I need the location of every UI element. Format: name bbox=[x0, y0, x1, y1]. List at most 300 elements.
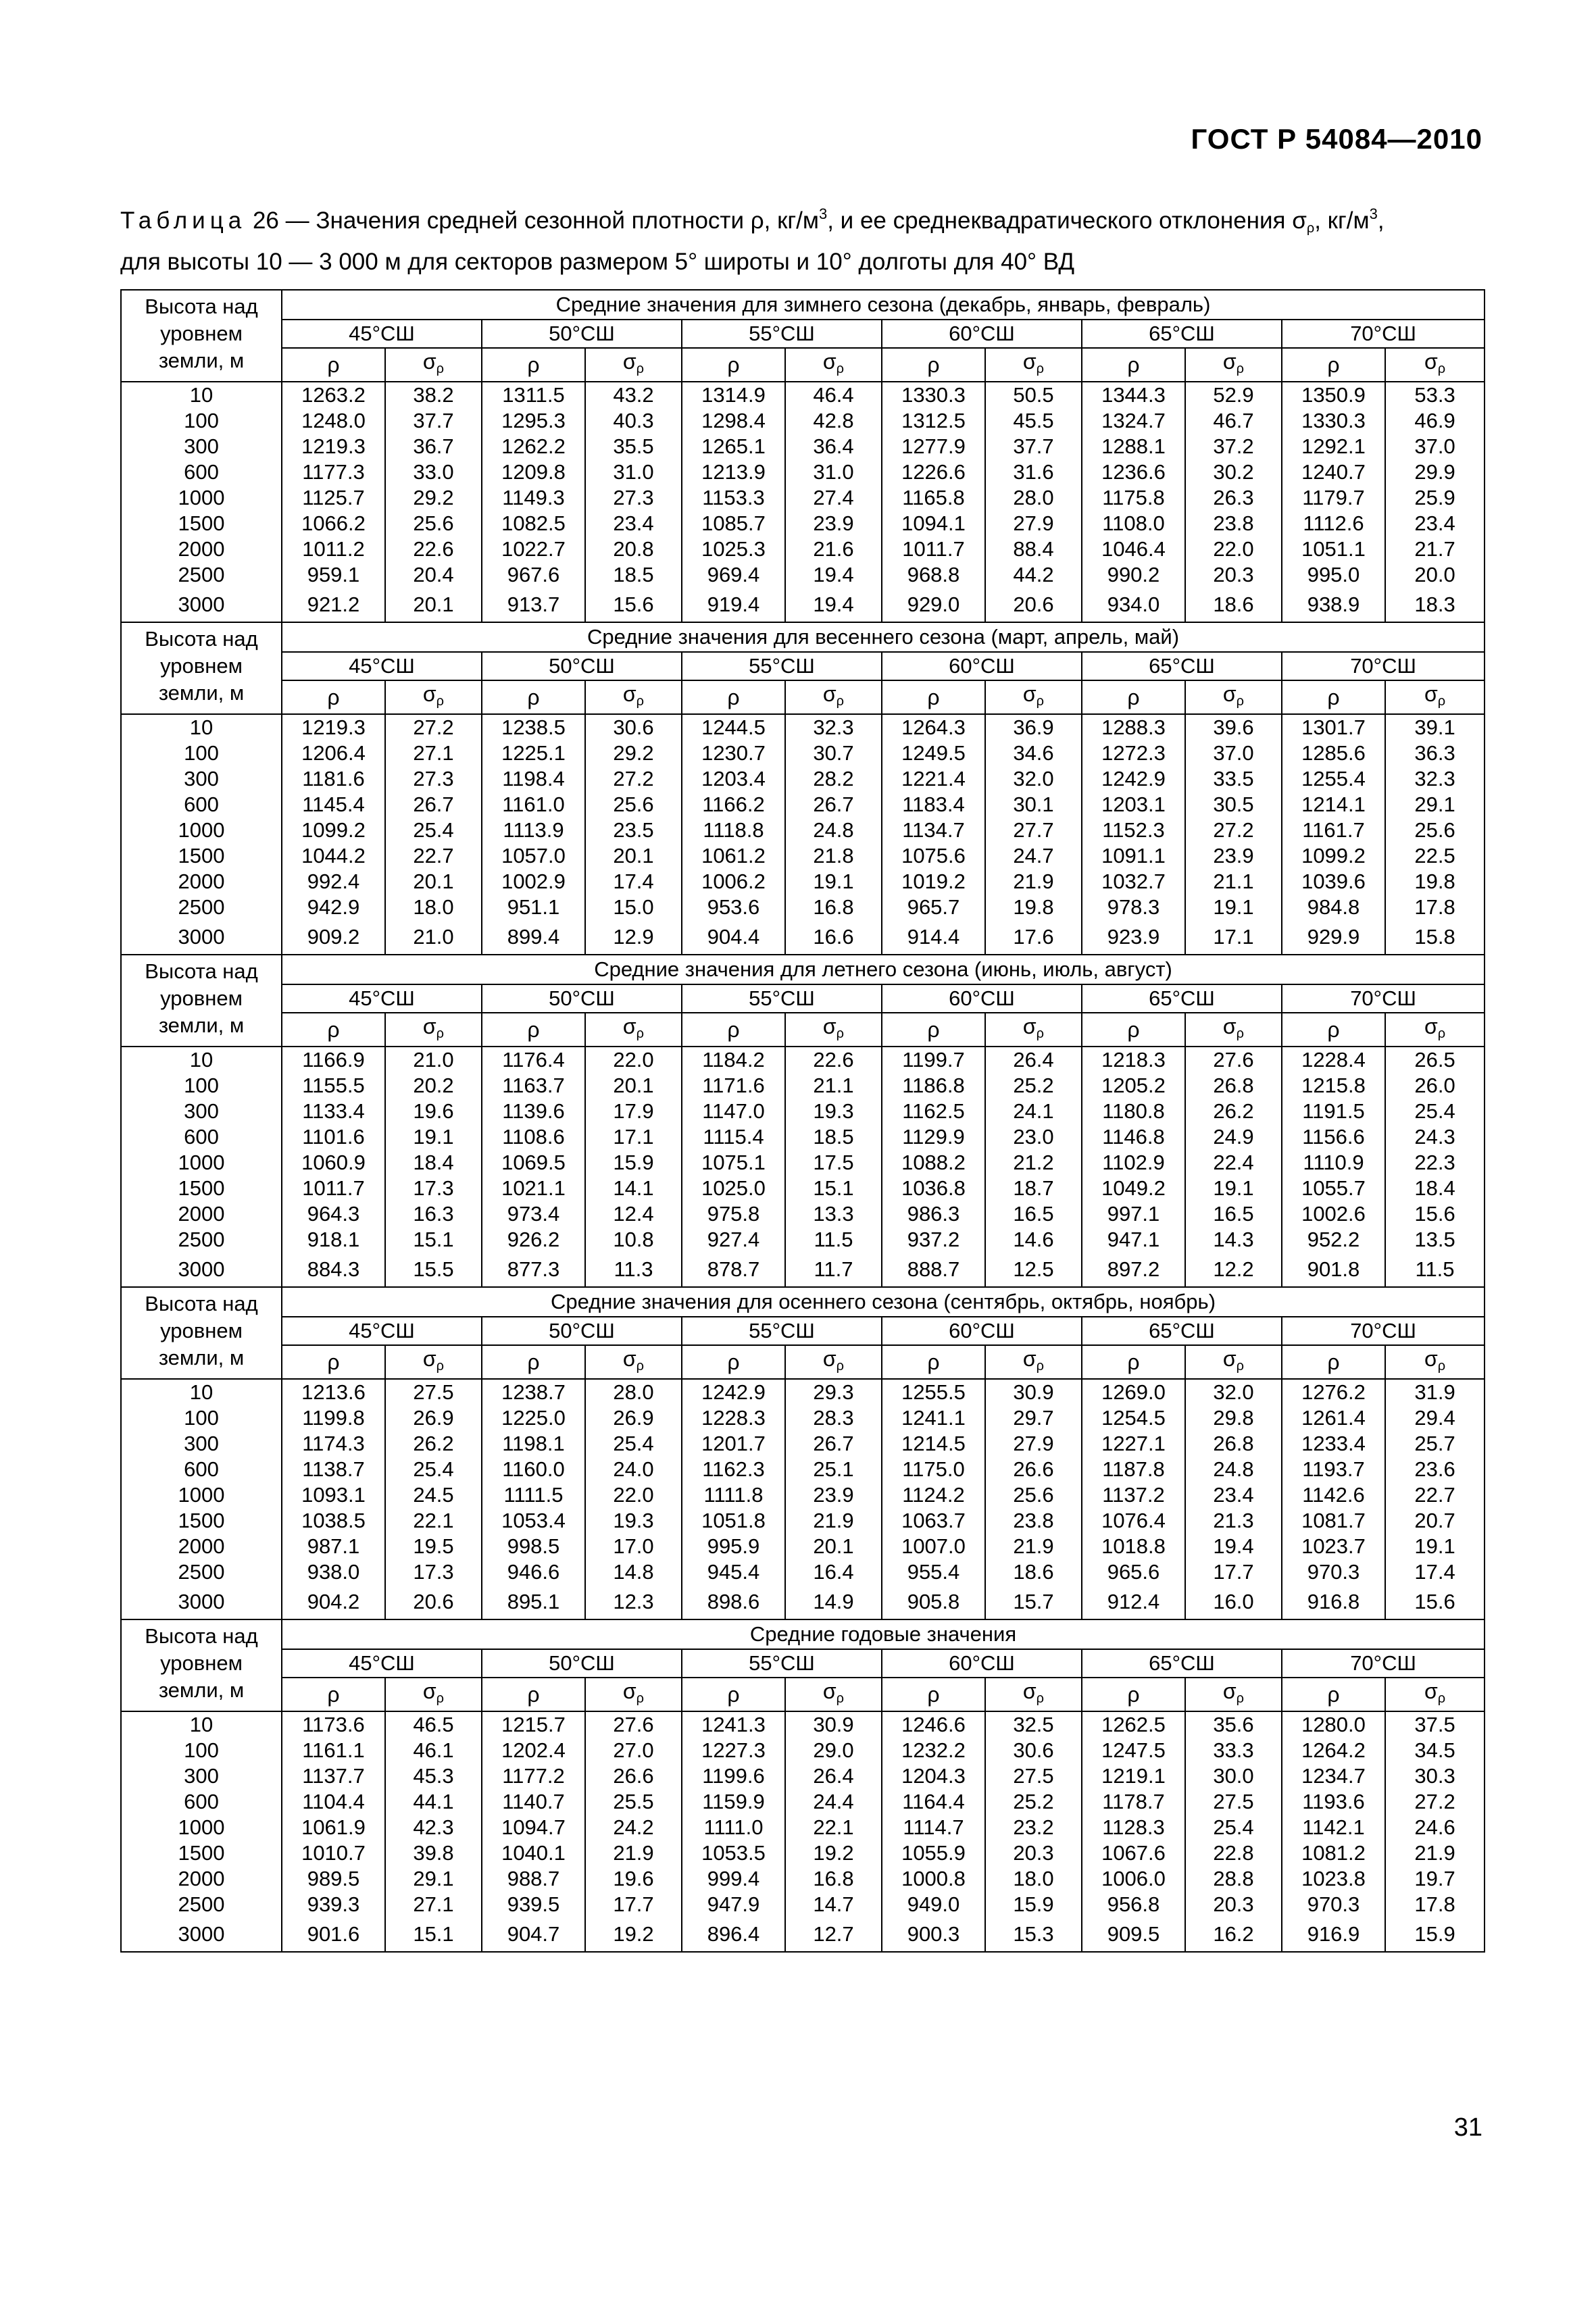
sigma-symbol-cell bbox=[385, 1013, 482, 1047]
density-value: 1163.7 bbox=[482, 1073, 585, 1099]
sigma-symbol-cell bbox=[1385, 1345, 1485, 1379]
deviation-value: 20.3 bbox=[1185, 1892, 1282, 1917]
density-value: 1069.5 bbox=[482, 1150, 585, 1176]
deviation-value: 14.6 bbox=[985, 1227, 1082, 1253]
height-value: 300 bbox=[121, 1431, 282, 1457]
density-value: 1226.6 bbox=[882, 459, 985, 485]
density-value: 1036.8 bbox=[882, 1176, 985, 1201]
table-row bbox=[121, 562, 1485, 588]
density-value: 904.7 bbox=[482, 1917, 585, 1952]
deviation-value: 19.3 bbox=[785, 1099, 882, 1124]
season-title: Средние значения для весеннего сезона (март, апрель, май) bbox=[282, 622, 1485, 652]
deviation-value: 19.4 bbox=[785, 562, 882, 588]
sigma-symbol-cell bbox=[785, 1013, 882, 1047]
sigma-symbol-cell bbox=[985, 680, 1082, 714]
density-value: 1233.4 bbox=[1282, 1431, 1385, 1457]
density-value: 1171.6 bbox=[682, 1073, 785, 1099]
sigma-symbol-cell bbox=[1385, 680, 1485, 714]
table-row bbox=[121, 869, 1485, 895]
sigma-symbol: σ bbox=[422, 349, 437, 374]
table-row bbox=[121, 740, 1485, 766]
density-value: 969.4 bbox=[682, 562, 785, 588]
density-value: 986.3 bbox=[882, 1201, 985, 1227]
density-value: 1161.0 bbox=[482, 792, 585, 818]
latitude-header: 60°СШ bbox=[882, 652, 1082, 680]
sigma-subscript: ρ bbox=[636, 693, 645, 709]
deviation-value: 53.3 bbox=[1385, 382, 1485, 408]
density-value: 992.4 bbox=[282, 869, 385, 895]
deviation-value: 22.8 bbox=[1185, 1840, 1282, 1866]
density-value: 1040.1 bbox=[482, 1840, 585, 1866]
height-value: 2500 bbox=[121, 895, 282, 920]
height-value: 100 bbox=[121, 1738, 282, 1763]
deviation-value: 27.4 bbox=[785, 485, 882, 511]
density-value: 1046.4 bbox=[1082, 536, 1185, 562]
deviation-value: 21.1 bbox=[1185, 869, 1282, 895]
deviation-value: 27.3 bbox=[385, 766, 482, 792]
caption-number: 26 bbox=[252, 207, 279, 234]
season-title: Средние значения для осеннего сезона (сентябрь, октябрь, ноябрь) bbox=[282, 1287, 1485, 1317]
height-value: 3000 bbox=[121, 1253, 282, 1287]
density-value: 1213.6 bbox=[282, 1379, 385, 1405]
rho-symbol: ρ bbox=[482, 1013, 585, 1047]
deviation-value: 45.3 bbox=[385, 1763, 482, 1789]
density-value: 909.2 bbox=[282, 920, 385, 955]
density-value: 1011.2 bbox=[282, 536, 385, 562]
density-value: 1142.1 bbox=[1282, 1815, 1385, 1840]
deviation-value: 19.6 bbox=[385, 1099, 482, 1124]
table-row bbox=[121, 1047, 1485, 1073]
deviation-value: 26.7 bbox=[785, 1431, 882, 1457]
deviation-value: 27.9 bbox=[985, 511, 1082, 536]
deviation-value: 12.7 bbox=[785, 1917, 882, 1952]
deviation-value: 15.1 bbox=[785, 1176, 882, 1201]
density-value: 1094.7 bbox=[482, 1815, 585, 1840]
sigma-subscript: ρ bbox=[1437, 1358, 1446, 1374]
deviation-value: 19.7 bbox=[1385, 1866, 1485, 1892]
deviation-value: 17.3 bbox=[385, 1176, 482, 1201]
latitude-header: 60°СШ bbox=[882, 1317, 1082, 1345]
latitude-header: 45°СШ bbox=[282, 1317, 482, 1345]
deviation-value: 20.7 bbox=[1385, 1508, 1485, 1534]
deviation-value: 24.2 bbox=[585, 1815, 682, 1840]
density-value: 1149.3 bbox=[482, 485, 585, 511]
height-value: 1500 bbox=[121, 1176, 282, 1201]
density-value: 1228.3 bbox=[682, 1405, 785, 1431]
sigma-symbol: σ bbox=[622, 1678, 637, 1703]
rho-symbol: ρ bbox=[882, 1345, 985, 1379]
density-value: 877.3 bbox=[482, 1253, 585, 1287]
density-value: 888.7 bbox=[882, 1253, 985, 1287]
deviation-value: 22.4 bbox=[1185, 1150, 1282, 1176]
table-row bbox=[121, 1073, 1485, 1099]
density-value: 956.8 bbox=[1082, 1892, 1185, 1917]
sigma-symbol: σ bbox=[422, 681, 437, 706]
density-value: 1162.5 bbox=[882, 1099, 985, 1124]
density-value: 1204.3 bbox=[882, 1763, 985, 1789]
deviation-value: 27.6 bbox=[585, 1711, 682, 1738]
density-value: 1238.5 bbox=[482, 714, 585, 740]
deviation-value: 26.6 bbox=[985, 1457, 1082, 1482]
density-value: 949.0 bbox=[882, 1892, 985, 1917]
deviation-value: 25.6 bbox=[585, 792, 682, 818]
density-value: 1075.6 bbox=[882, 843, 985, 869]
sigma-subscript: ρ bbox=[1036, 693, 1045, 709]
density-value: 904.4 bbox=[682, 920, 785, 955]
deviation-value: 30.1 bbox=[985, 792, 1082, 818]
density-value: 1242.9 bbox=[1082, 766, 1185, 792]
deviation-value: 16.5 bbox=[985, 1201, 1082, 1227]
density-value: 896.4 bbox=[682, 1917, 785, 1952]
deviation-value: 27.1 bbox=[385, 740, 482, 766]
sigma-symbol: σ bbox=[1424, 349, 1438, 374]
latitude-header: 65°СШ bbox=[1082, 1317, 1282, 1345]
table-row bbox=[121, 1176, 1485, 1201]
density-value: 1225.1 bbox=[482, 740, 585, 766]
height-value: 600 bbox=[121, 1457, 282, 1482]
deviation-value: 29.4 bbox=[1385, 1405, 1485, 1431]
latitude-header: 50°СШ bbox=[482, 1317, 682, 1345]
deviation-value: 22.0 bbox=[585, 1482, 682, 1508]
deviation-value: 25.6 bbox=[385, 511, 482, 536]
deviation-value: 44.1 bbox=[385, 1789, 482, 1815]
density-value: 1198.1 bbox=[482, 1431, 585, 1457]
density-value: 923.9 bbox=[1082, 920, 1185, 955]
density-value: 1133.4 bbox=[282, 1099, 385, 1124]
density-value: 1264.2 bbox=[1282, 1738, 1385, 1763]
latitude-header: 50°СШ bbox=[482, 652, 682, 680]
table-row bbox=[121, 920, 1485, 955]
deviation-value: 17.7 bbox=[585, 1892, 682, 1917]
height-value: 3000 bbox=[121, 920, 282, 955]
deviation-value: 20.8 bbox=[585, 536, 682, 562]
deviation-value: 33.5 bbox=[1185, 766, 1282, 792]
density-value: 1242.9 bbox=[682, 1379, 785, 1405]
density-value: 916.9 bbox=[1282, 1917, 1385, 1952]
rho-symbol: ρ bbox=[882, 1013, 985, 1047]
sigma-symbol: σ bbox=[622, 349, 637, 374]
density-value: 934.0 bbox=[1082, 588, 1185, 622]
rho-symbol: ρ bbox=[482, 1345, 585, 1379]
rho-symbol: ρ bbox=[482, 348, 585, 382]
sigma-symbol: σ bbox=[822, 349, 837, 374]
density-value: 1215.7 bbox=[482, 1711, 585, 1738]
deviation-value: 15.9 bbox=[985, 1892, 1082, 1917]
deviation-value: 32.3 bbox=[1385, 766, 1485, 792]
table-row bbox=[121, 1405, 1485, 1431]
density-value: 1049.2 bbox=[1082, 1176, 1185, 1201]
density-value: 900.3 bbox=[882, 1917, 985, 1952]
height-value: 10 bbox=[121, 1711, 282, 1738]
deviation-value: 12.4 bbox=[585, 1201, 682, 1227]
sigma-symbol: σ bbox=[822, 1346, 837, 1371]
sigma-subscript: ρ bbox=[1236, 361, 1245, 376]
density-value: 1314.9 bbox=[682, 382, 785, 408]
deviation-value: 18.5 bbox=[785, 1124, 882, 1150]
deviation-value: 15.3 bbox=[985, 1917, 1082, 1952]
sigma-subscript: ρ bbox=[1236, 1690, 1245, 1706]
deviation-value: 46.1 bbox=[385, 1738, 482, 1763]
height-value: 3000 bbox=[121, 1917, 282, 1952]
density-value: 1262.2 bbox=[482, 434, 585, 459]
deviation-value: 22.0 bbox=[1185, 536, 1282, 562]
sigma-symbol: σ bbox=[822, 681, 837, 706]
density-value: 970.3 bbox=[1282, 1559, 1385, 1585]
density-value: 1219.3 bbox=[282, 714, 385, 740]
height-value: 100 bbox=[121, 408, 282, 434]
density-value: 1280.0 bbox=[1282, 1711, 1385, 1738]
density-value: 1115.4 bbox=[682, 1124, 785, 1150]
density-value: 1063.7 bbox=[882, 1508, 985, 1534]
table-row bbox=[121, 1711, 1485, 1738]
deviation-value: 30.6 bbox=[585, 714, 682, 740]
density-value: 919.4 bbox=[682, 588, 785, 622]
deviation-value: 29.3 bbox=[785, 1379, 882, 1405]
deviation-value: 29.2 bbox=[585, 740, 682, 766]
density-value: 1061.2 bbox=[682, 843, 785, 869]
deviation-value: 15.1 bbox=[385, 1227, 482, 1253]
density-value: 1128.3 bbox=[1082, 1815, 1185, 1840]
height-value: 2000 bbox=[121, 1201, 282, 1227]
deviation-value: 18.4 bbox=[385, 1150, 482, 1176]
deviation-value: 30.9 bbox=[785, 1711, 882, 1738]
sigma-symbol-cell bbox=[1385, 348, 1485, 382]
density-value: 1025.0 bbox=[682, 1176, 785, 1201]
symbol-header-row bbox=[121, 1013, 1485, 1047]
latitude-header: 45°СШ bbox=[282, 1649, 482, 1678]
table-row bbox=[121, 1099, 1485, 1124]
deviation-value: 30.7 bbox=[785, 740, 882, 766]
table-row bbox=[121, 1534, 1485, 1559]
density-value: 1248.0 bbox=[282, 408, 385, 434]
deviation-value: 24.7 bbox=[985, 843, 1082, 869]
table-row bbox=[121, 408, 1485, 434]
sigma-subscript: ρ bbox=[1036, 1690, 1045, 1706]
rho-symbol: ρ bbox=[282, 1013, 385, 1047]
deviation-value: 26.4 bbox=[785, 1763, 882, 1789]
sigma-symbol: σ bbox=[1022, 1346, 1037, 1371]
deviation-value: 23.4 bbox=[1185, 1482, 1282, 1508]
deviation-value: 18.0 bbox=[385, 895, 482, 920]
table-row bbox=[121, 1892, 1485, 1917]
deviation-value: 23.8 bbox=[1185, 511, 1282, 536]
height-column-header: Высота над уровнем земли, м bbox=[121, 622, 282, 714]
density-value: 1228.4 bbox=[1282, 1047, 1385, 1073]
sigma-symbol: σ bbox=[822, 1678, 837, 1703]
density-value: 1066.2 bbox=[282, 511, 385, 536]
height-value: 10 bbox=[121, 714, 282, 740]
density-value: 1236.6 bbox=[1082, 459, 1185, 485]
latitude-header: 65°СШ bbox=[1082, 652, 1282, 680]
latitude-header: 60°СШ bbox=[882, 1649, 1082, 1678]
height-value: 100 bbox=[121, 1073, 282, 1099]
deviation-value: 23.0 bbox=[985, 1124, 1082, 1150]
density-value: 1162.3 bbox=[682, 1457, 785, 1482]
deviation-value: 20.1 bbox=[585, 1073, 682, 1099]
deviation-value: 29.1 bbox=[385, 1866, 482, 1892]
height-value: 300 bbox=[121, 1099, 282, 1124]
density-value: 964.3 bbox=[282, 1201, 385, 1227]
rho-symbol: ρ bbox=[1082, 348, 1185, 382]
deviation-value: 26.8 bbox=[1185, 1073, 1282, 1099]
density-value: 1203.1 bbox=[1082, 792, 1185, 818]
deviation-value: 19.8 bbox=[985, 895, 1082, 920]
latitude-header: 55°СШ bbox=[682, 1649, 882, 1678]
density-value: 1272.3 bbox=[1082, 740, 1185, 766]
density-value: 1238.7 bbox=[482, 1379, 585, 1405]
deviation-value: 46.7 bbox=[1185, 408, 1282, 434]
deviation-value: 15.6 bbox=[585, 588, 682, 622]
deviation-value: 31.9 bbox=[1385, 1379, 1485, 1405]
latitude-header: 70°СШ bbox=[1282, 984, 1485, 1013]
density-value: 1140.7 bbox=[482, 1789, 585, 1815]
sigma-subscript: ρ bbox=[636, 1026, 645, 1041]
height-column-header: Высота над уровнем земли, м bbox=[121, 290, 282, 382]
deviation-value: 37.0 bbox=[1385, 434, 1485, 459]
table-row bbox=[121, 1866, 1485, 1892]
deviation-value: 20.3 bbox=[1185, 562, 1282, 588]
height-value: 2500 bbox=[121, 1892, 282, 1917]
rho-symbol: ρ bbox=[482, 680, 585, 714]
density-value: 1002.6 bbox=[1282, 1201, 1385, 1227]
sigma-symbol: σ bbox=[822, 1013, 837, 1038]
deviation-value: 22.6 bbox=[385, 536, 482, 562]
density-value: 1261.4 bbox=[1282, 1405, 1385, 1431]
height-value: 1000 bbox=[121, 818, 282, 843]
deviation-value: 39.6 bbox=[1185, 714, 1282, 740]
table-row bbox=[121, 714, 1485, 740]
density-value: 1088.2 bbox=[882, 1150, 985, 1176]
deviation-value: 18.4 bbox=[1385, 1176, 1485, 1201]
latitude-header: 50°СШ bbox=[482, 1649, 682, 1678]
sigma-subscript: ρ bbox=[1437, 1026, 1446, 1041]
deviation-value: 23.9 bbox=[785, 511, 882, 536]
density-value: 927.4 bbox=[682, 1227, 785, 1253]
latitude-header: 65°СШ bbox=[1082, 1649, 1282, 1678]
deviation-value: 30.0 bbox=[1185, 1763, 1282, 1789]
deviation-value: 30.3 bbox=[1385, 1763, 1485, 1789]
density-value: 1099.2 bbox=[282, 818, 385, 843]
rho-symbol: ρ bbox=[882, 1678, 985, 1711]
density-value: 998.5 bbox=[482, 1534, 585, 1559]
density-value: 947.9 bbox=[682, 1892, 785, 1917]
sigma-symbol-cell bbox=[785, 680, 882, 714]
table-row bbox=[121, 843, 1485, 869]
deviation-value: 27.0 bbox=[585, 1738, 682, 1763]
density-value: 1161.7 bbox=[1282, 818, 1385, 843]
sigma-subscript: ρ bbox=[1437, 361, 1446, 376]
deviation-value: 24.1 bbox=[985, 1099, 1082, 1124]
deviation-value: 37.7 bbox=[385, 408, 482, 434]
deviation-value: 25.4 bbox=[385, 1457, 482, 1482]
deviation-value: 15.1 bbox=[385, 1917, 482, 1952]
deviation-value: 14.9 bbox=[785, 1585, 882, 1619]
deviation-value: 40.3 bbox=[585, 408, 682, 434]
sigma-symbol-cell bbox=[985, 1013, 1082, 1047]
latitude-header-row bbox=[121, 984, 1485, 1013]
deviation-value: 19.4 bbox=[1185, 1534, 1282, 1559]
deviation-value: 15.6 bbox=[1385, 1201, 1485, 1227]
deviation-value: 16.8 bbox=[785, 1866, 882, 1892]
rho-symbol: ρ bbox=[682, 1678, 785, 1711]
table-row bbox=[121, 818, 1485, 843]
height-value: 100 bbox=[121, 1405, 282, 1431]
deviation-value: 36.4 bbox=[785, 434, 882, 459]
density-value: 929.9 bbox=[1282, 920, 1385, 955]
height-value: 2000 bbox=[121, 536, 282, 562]
caption-unit-exponent: 3 bbox=[818, 205, 828, 222]
density-value: 1137.2 bbox=[1082, 1482, 1185, 1508]
deviation-value: 36.9 bbox=[985, 714, 1082, 740]
latitude-header: 50°СШ bbox=[482, 984, 682, 1013]
density-value: 1180.8 bbox=[1082, 1099, 1185, 1124]
height-value: 100 bbox=[121, 740, 282, 766]
deviation-value: 26.7 bbox=[785, 792, 882, 818]
deviation-value: 17.7 bbox=[1185, 1559, 1282, 1585]
sigma-subscript: ρ bbox=[836, 1358, 845, 1374]
density-value: 1175.8 bbox=[1082, 485, 1185, 511]
density-value: 1000.8 bbox=[882, 1866, 985, 1892]
deviation-value: 19.8 bbox=[1385, 869, 1485, 895]
density-value: 1137.7 bbox=[282, 1763, 385, 1789]
sigma-symbol-cell bbox=[1385, 1013, 1485, 1047]
sigma-symbol-cell bbox=[1185, 1013, 1282, 1047]
density-value: 947.1 bbox=[1082, 1227, 1185, 1253]
sigma-symbol: σ bbox=[622, 1346, 637, 1371]
sigma-symbol: σ bbox=[1022, 1678, 1037, 1703]
deviation-value: 19.5 bbox=[385, 1534, 482, 1559]
density-value: 959.1 bbox=[282, 562, 385, 588]
height-value: 600 bbox=[121, 1789, 282, 1815]
density-value: 1113.9 bbox=[482, 818, 585, 843]
table-row bbox=[121, 511, 1485, 536]
deviation-value: 21.2 bbox=[985, 1150, 1082, 1176]
deviation-value: 11.7 bbox=[785, 1253, 882, 1287]
density-value: 1023.8 bbox=[1282, 1866, 1385, 1892]
density-value: 978.3 bbox=[1082, 895, 1185, 920]
deviation-value: 28.2 bbox=[785, 766, 882, 792]
deviation-value: 23.9 bbox=[1185, 843, 1282, 869]
table-row bbox=[121, 895, 1485, 920]
deviation-value: 29.2 bbox=[385, 485, 482, 511]
density-value: 1225.0 bbox=[482, 1405, 585, 1431]
deviation-value: 50.5 bbox=[985, 382, 1082, 408]
deviation-value: 46.5 bbox=[385, 1711, 482, 1738]
density-value: 938.9 bbox=[1282, 588, 1385, 622]
density-value: 1344.3 bbox=[1082, 382, 1185, 408]
density-value: 939.5 bbox=[482, 1892, 585, 1917]
density-value: 945.4 bbox=[682, 1559, 785, 1585]
table-row bbox=[121, 1789, 1485, 1815]
deviation-value: 15.9 bbox=[585, 1150, 682, 1176]
deviation-value: 12.5 bbox=[985, 1253, 1082, 1287]
table-row bbox=[121, 588, 1485, 622]
sigma-subscript: ρ bbox=[836, 1026, 845, 1041]
density-value: 1110.9 bbox=[1282, 1150, 1385, 1176]
latitude-header: 65°СШ bbox=[1082, 320, 1282, 348]
sigma-symbol: σ bbox=[1222, 1678, 1237, 1703]
density-value: 1209.8 bbox=[482, 459, 585, 485]
density-value: 995.0 bbox=[1282, 562, 1385, 588]
deviation-value: 28.8 bbox=[1185, 1866, 1282, 1892]
density-value: 1330.3 bbox=[882, 382, 985, 408]
density-value: 1164.4 bbox=[882, 1789, 985, 1815]
height-value: 2500 bbox=[121, 1559, 282, 1585]
deviation-value: 19.1 bbox=[1185, 1176, 1282, 1201]
rho-symbol: ρ bbox=[282, 680, 385, 714]
deviation-value: 20.1 bbox=[385, 869, 482, 895]
sigma-symbol: σ bbox=[1022, 681, 1037, 706]
